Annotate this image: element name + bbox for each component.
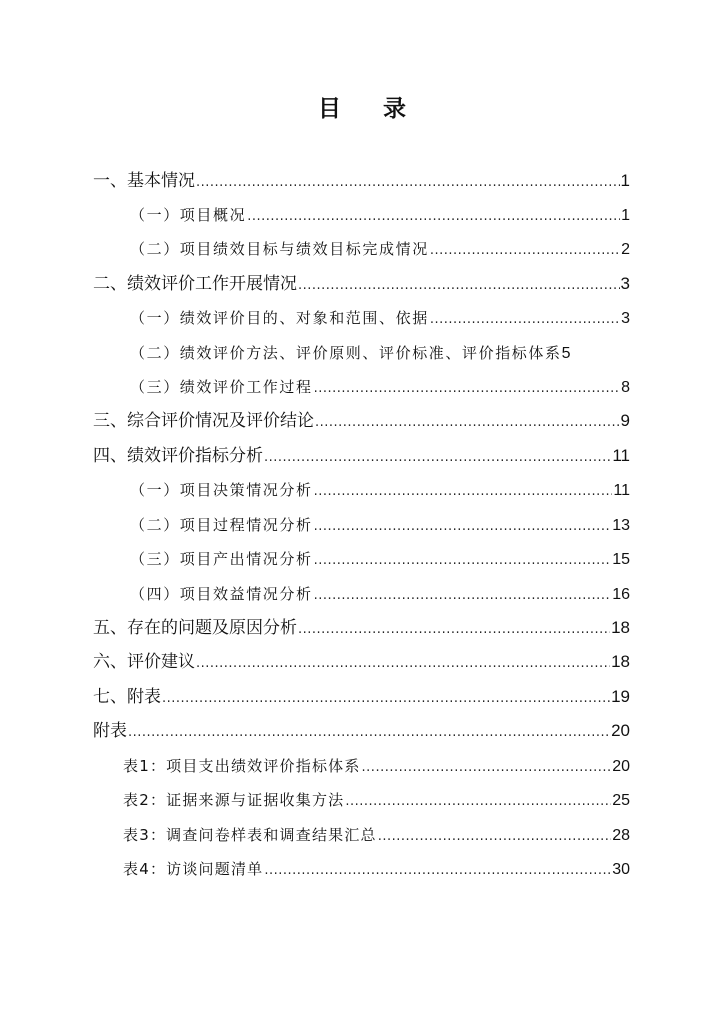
toc-entry[interactable] [93,443,630,469]
toc-leader-dots [128,720,610,746]
toc-entry-text: （三）绩效评价工作过程 [130,378,313,396]
toc-page-number: 5 [561,345,571,362]
toc-leader-dots [378,824,611,850]
toc-entry-text: 四、绩效评价指标分析 [93,446,263,466]
toc-leader-dots [196,170,620,196]
toc-entry[interactable] [123,822,630,848]
toc-leader-dots [264,858,611,884]
toc-entry-text: 表1：项目支出绩效评价指标体系 [123,757,361,775]
toc-leader-dots [314,583,612,609]
toc-entry[interactable] [130,546,630,572]
toc-entry[interactable] [123,787,630,813]
toc-page-number: 20 [611,721,630,740]
toc-entry[interactable] [123,753,630,779]
toc-entry[interactable] [93,168,630,194]
toc-entry-text: 一、基本情况 [93,171,195,191]
toc-page-number: 3 [621,310,630,327]
toc-entry-text: （一）项目决策情况分析 [130,481,313,499]
toc-entry[interactable] [130,236,630,262]
toc-leader-dots [314,514,612,540]
toc-leader-dots [314,548,612,574]
toc-leader-dots [162,686,610,712]
toc-entry[interactable] [93,615,630,641]
toc-entry[interactable] [130,477,630,503]
toc-entry-text: 五、存在的问题及原因分析 [93,618,297,638]
toc-entry-text: 二、绩效评价工作开展情况 [93,274,297,294]
toc-entry-text: （二）绩效评价方法、评价原则、评价标准、评价指标体系 [130,344,562,362]
toc-entry-text: （一）绩效评价目的、对象和范围、依据 [130,309,429,327]
toc-entry-text: （四）项目效益情况分析 [130,585,313,603]
toc-page-number: 13 [612,517,630,534]
toc-leader-dots [345,789,611,815]
toc-leader-dots [298,617,610,643]
toc-page-number: 20 [612,758,630,775]
toc-page-number: 18 [611,652,630,671]
toc-entry[interactable] [130,305,630,331]
toc-leader-dots [362,755,612,781]
toc-entry[interactable] [130,581,630,607]
toc-page-number: 2 [621,241,630,258]
toc-entry[interactable] [130,374,630,400]
toc-entry[interactable] [93,649,630,675]
toc-page-number: 25 [612,792,630,809]
toc-entry-text: 附表 [93,721,127,741]
toc-page-number: 18 [611,618,630,637]
toc-entry-text: 表2：证据来源与证据收集方法 [123,791,345,809]
toc-page-number: 28 [612,827,630,844]
toc-page-number: 15 [612,551,630,568]
toc-entry-text: （一）项目概况 [130,206,247,224]
toc-page-number: 11 [613,482,630,499]
toc-leader-dots [314,479,613,505]
toc-entry-text: 表4：访谈问题清单 [123,860,264,878]
toc-entry-text: （二）项目绩效目标与绩效目标完成情况 [130,240,429,258]
toc-entry-text: （三）项目产出情况分析 [130,550,313,568]
toc-entry[interactable] [130,340,630,366]
toc-entry[interactable] [93,684,630,710]
toc-page-number: 19 [611,687,630,706]
toc-entry[interactable] [93,408,630,434]
toc-page-number: 11 [612,446,630,465]
toc-entry[interactable] [93,718,630,744]
toc-leader-dots [315,410,620,436]
toc-page-number: 8 [621,379,630,396]
toc-page-number: 16 [612,586,630,603]
toc-entry[interactable] [130,202,630,228]
toc-entry-text: 六、评价建议 [93,652,195,672]
toc-title: 目录 [318,96,448,122]
toc-page-number: 1 [620,171,630,190]
toc-entry[interactable] [93,271,630,297]
toc-page-number: 1 [621,207,630,224]
toc-page-number: 30 [612,861,630,878]
toc-leader-dots [430,307,620,333]
toc-entry-text: 七、附表 [93,687,161,707]
toc-leader-dots [314,376,620,402]
toc-leader-dots [430,238,620,264]
toc-entry-text: 表3：调查问卷样表和调查结果汇总 [123,826,377,844]
toc-entry[interactable] [123,856,630,882]
toc-entry-text: 三、综合评价情况及评价结论 [93,411,314,431]
toc-entry[interactable] [130,512,630,538]
toc-leader-dots [264,445,611,471]
toc-page-number: 9 [620,411,630,430]
toc-entry-text: （二）项目过程情况分析 [130,516,313,534]
toc-leader-dots [298,273,620,299]
toc-page-number: 3 [620,274,630,293]
toc-leader-dots [196,651,610,677]
toc-leader-dots [247,204,620,230]
